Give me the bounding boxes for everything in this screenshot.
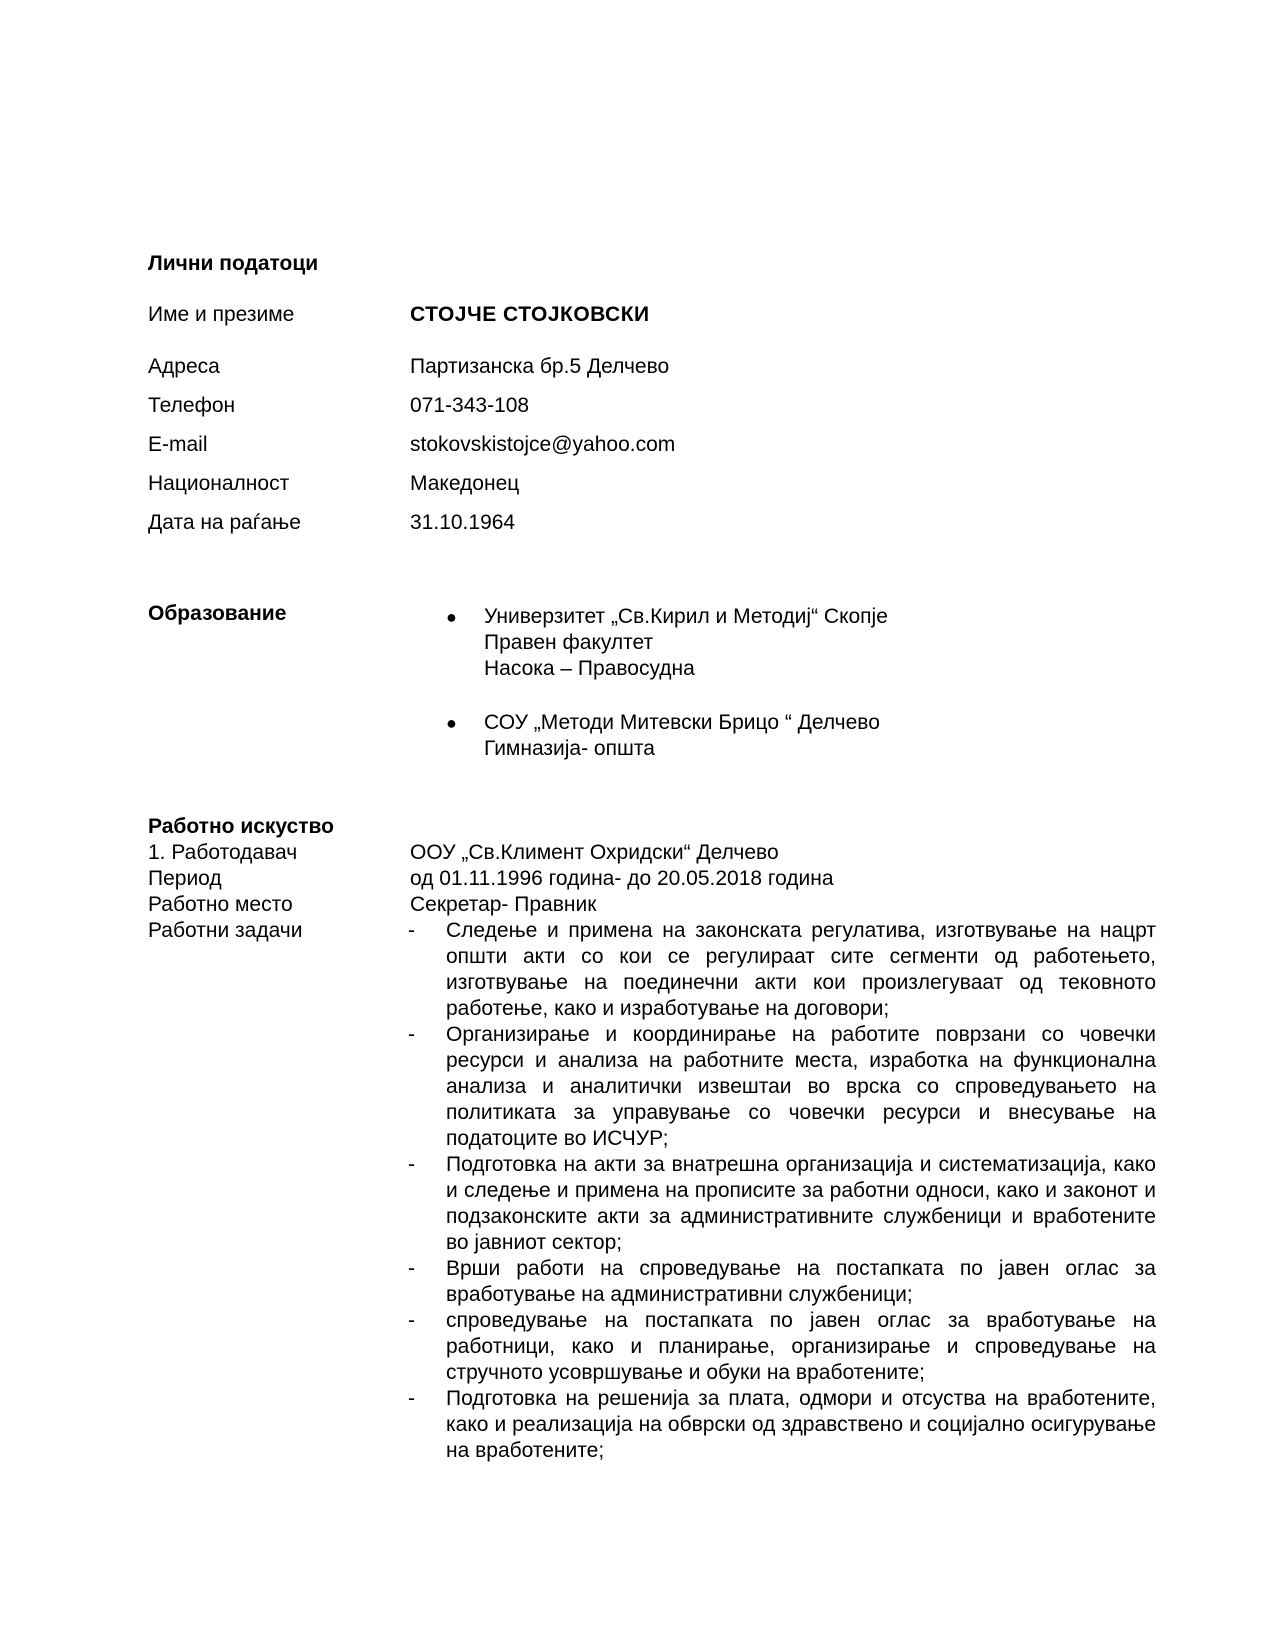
task-text: Следење и примена на законската регулатива, изготвување на нацрт општи акти со кои се регулираат сите сегменти од работењето, изготвување на поединечни акти кои произлегуваат од тековното работење, како и изработување на договори; xyxy=(446,919,1156,1020)
education-item-line: Правен факултет xyxy=(484,631,654,654)
education-item-line: Насока – Правосудна xyxy=(484,657,695,680)
address-label: Адреса xyxy=(148,355,220,378)
tasks-list xyxy=(404,918,1156,1464)
task-text: Подготовка на решенија за плата, одмори и отсуства на вработените, како и реализација на обврски од здравствено и социјално осигурување на вработените; xyxy=(446,1387,1156,1462)
email-value: stokovskistojce@yahoo.com xyxy=(410,433,676,456)
nationality-value: Македонец xyxy=(410,472,520,495)
dash-marker: - xyxy=(408,1023,415,1046)
nationality-label: Националност xyxy=(148,472,290,495)
education-item-line: СОУ „Методи Митевски Брицо “ Делчево xyxy=(484,711,880,734)
personal-heading: Лични податоци xyxy=(148,252,319,275)
name-label: Име и презиме xyxy=(148,303,295,326)
position-label: Работно место xyxy=(148,893,293,916)
employer-label: 1. Работодавач xyxy=(148,841,298,864)
birthdate-label: Дата на раѓање xyxy=(148,511,301,534)
period-value: од 01.11.1996 година- до 20.05.2018 година xyxy=(410,867,834,890)
education-item-line: Универзитет „Св.Кирил и Методиј“ Скопје xyxy=(484,605,888,628)
tasks-label: Работни задачи xyxy=(148,919,303,942)
experience-heading: Работно искуство xyxy=(148,815,334,838)
dash-marker: - xyxy=(408,1257,415,1280)
education-item-line: Гимназија- општа xyxy=(484,737,655,760)
list-item xyxy=(404,918,1156,1022)
period-label: Период xyxy=(148,867,222,890)
dash-marker: - xyxy=(408,919,415,942)
task-text: спроведување на постапката по јавен оглас за вработување на работници, како и планирање, организирање и спроведување на стручното усовршување и обуки на вработените; xyxy=(446,1309,1156,1384)
email-label: E-mail xyxy=(148,433,208,456)
position-value: Секретар- Правник xyxy=(410,893,597,916)
list-item xyxy=(404,1308,1156,1386)
dash-marker: - xyxy=(408,1153,415,1176)
employer-value: ООУ „Св.Климент Охридски“ Делчево xyxy=(410,841,779,864)
dash-marker: - xyxy=(408,1387,415,1410)
phone-value: 071-343-108 xyxy=(410,394,530,417)
list-item xyxy=(404,1256,1156,1308)
list-item xyxy=(404,1022,1156,1152)
task-text: Подготовка на акти за внатрешна организација и систематизација, како и следење и примена на прописите за работни односи, како и законот и подзаконските акти за административните службеници и вработените во јавниот сектор; xyxy=(446,1153,1156,1254)
name-value: СТОЈЧЕ СТОЈКОВСКИ xyxy=(410,303,650,326)
phone-label: Телефон xyxy=(148,394,236,417)
bullet-icon: ● xyxy=(446,607,457,627)
bullet-icon: ● xyxy=(446,713,457,733)
birthdate-value: 31.10.1964 xyxy=(410,511,516,534)
education-heading: Образование xyxy=(148,602,287,625)
list-item xyxy=(404,1386,1156,1464)
task-text: Врши работи на спроведување на постапката по јавен оглас за вработување на административни службеници; xyxy=(446,1257,1156,1306)
task-text: Организирање и координирање на работите поврзани со човечки ресурси и анализа на работните места, изработка на функционална анализа и аналитички извештаи во врска со спроведувањето на политиката за управување со човечки ресурси и внесување на податоците во ИСЧУР; xyxy=(446,1023,1156,1150)
dash-marker: - xyxy=(408,1309,415,1332)
address-value: Партизанска бр.5 Делчево xyxy=(410,355,670,378)
list-item xyxy=(404,1152,1156,1256)
